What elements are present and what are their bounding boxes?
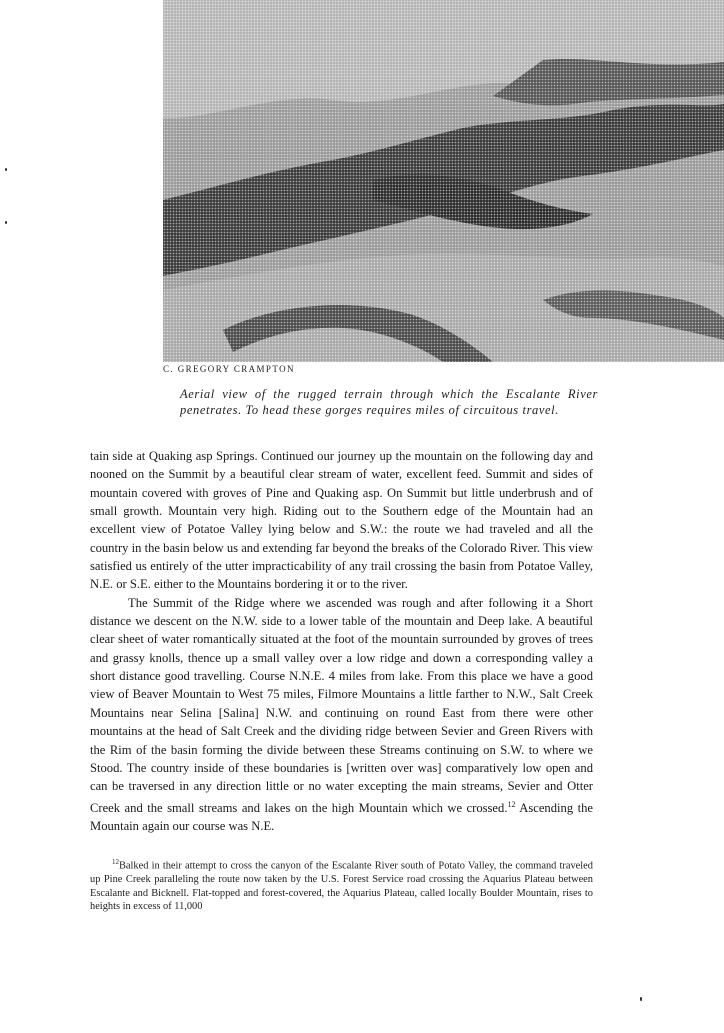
body-text <box>90 447 593 835</box>
aerial-photo-image <box>163 0 724 362</box>
scan-speck <box>5 168 7 171</box>
footnote-marker: 12 <box>112 858 119 866</box>
body-paragraph-2-tail: Ascending the Mountain again our course was N.E. <box>90 800 593 834</box>
scan-speck <box>640 997 642 1001</box>
body-paragraph-2 <box>90 594 593 836</box>
body-paragraph-2-text: The Summit of the Ridge where we ascended was rough and after following it a Short distance we descent on the N.W. side to a lower table of the mountain and Deep lake. A beautiful clear sheet of water romantically situated at the foot of the mountain surrounded by groves of trees and grassy knolls, thence up a small valley over a low ridge and down a corresponding valley a short distance good travelling. Course N.N.E. 4 miles from lake. From this place we have a good view of Beaver Mountain to West 75 miles, Filmore Mountains a little farther to N.W., Salt Creek Mountains near Selina [Salina] N.W. and continuing on round East from there were other mountains at the head of Salt Creek and the dividing ridge between Sevier and Green Rivers with the Rim of the basin forming the divide between these Streams continuing on S.W. to where we Stood. The country inside of these boundaries is [written over was] comparatively low open and can be traversed in any direction little or no water excepting the main streams, Sevier and Otter Creek and the small streams and lakes on the high Mountain which we crossed. <box>90 595 593 815</box>
footnote-paragraph <box>90 856 593 914</box>
footnote-text: Balked in their attempt to cross the canyon of the Escalante River south of Potato Valley, the command traveled up Pine Creek paralleling the route now taken by the U.S. Forest Service road crossing the Aquarius Plateau between Escalante and Bicknell. Flat-topped and forest-covered, the Aquarius Plateau, called locally Boulder Mountain, rises to heights in excess of 11,000 <box>90 860 593 913</box>
aerial-photo <box>163 0 724 362</box>
scan-speck <box>5 221 7 224</box>
footnote-reference: 12 <box>507 799 516 809</box>
footnote <box>90 856 593 914</box>
body-paragraph-1: tain side at Quaking asp Springs. Continued our journey up the mountain on the following day and nooned on the Summit by a beautiful clear stream of water, excellent feed. Summit and sides of mountain covered with groves of Pine and Quaking asp. On Summit but little underbrush and of small growth. Mountain very high. Riding out to the Southern edge of the Mountain had an excellent view of Potatoe Valley lying below and S.W.: the route we had traveled and all the country in the basin below us and extending far beyond the breaks of the Colorado River. This view satisfied us entirely of the utter impracticability of any trail crossing the basin from Potatoe Valley, N.E. or S.E. either to the Mountains bordering it or to the river. <box>90 449 593 592</box>
photo-caption: Aerial view of the rugged terrain through which the Escalante River penetrates. To head these gorges requires miles of circuitous travel. <box>180 387 598 417</box>
photo-credit: C. GREGORY CRAMPTON <box>163 364 295 374</box>
